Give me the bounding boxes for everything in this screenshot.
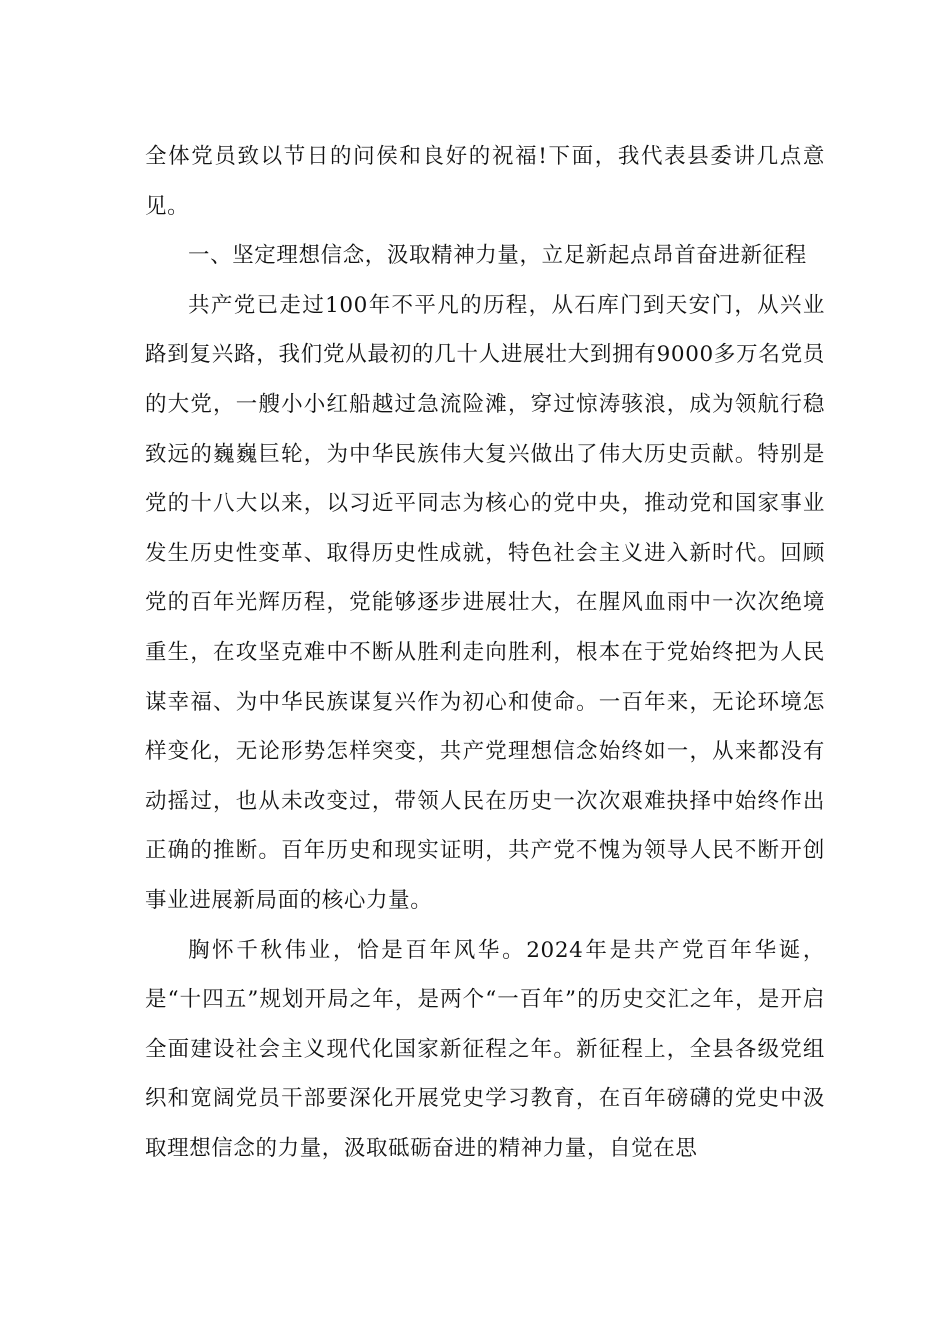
document-body xyxy=(145,132,825,1173)
paragraph-history: 共产党已走过100年不平凡的历程，从石库门到天安门，从兴业路到复兴路，我们党从最初的几十人进展壮大到拥有9000多万名党员的大党，一艘小小红船越过急流险滩，穿过惊涛骇浪，成为领航行稳致远的巍巍巨轮，为中华民族伟大复兴做出了伟大历史贡献。特别是党的十八大以来，以习近平同志为核心的党中央，推动党和国家事业发生历史性变革、取得历史性成就，特色社会主义进入新时代。回顾党的百年光辉历程，党能够逐步进展壮大，在腥风血雨中一次次绝境重生，在攻坚克难中不断从胜利走向胜利，根本在于党始终把为人民谋幸福、为中华民族谋复兴作为初心和使命。一百年来，无论环境怎样变化，无论形势怎样突变，共产党理想信念始终如一，从来都没有动摇过，也从未改变过，带领人民在历史一次次艰难抉择中始终作出正确的推断。百年历史和现实证明，共产党不愧为领导人民不断开创事业进展新局面的核心力量。 xyxy=(145,292,825,913)
paragraph-greeting: 全体党员致以节日的问侯和良好的祝福!下面，我代表县委讲几点意见。 xyxy=(145,144,825,219)
section-heading-1: 一、坚定理想信念，汲取精神力量，立足新起点昂首奋进新征程 xyxy=(188,243,807,269)
paragraph-new-journey: 胸怀千秋伟业，恰是百年风华。2024年是共产党百年华诞，是“十四五”规划开局之年，是两个“一百年”的历史交汇之年，是开启全面建设社会主义现代化国家新征程之年。新征程上，全县各级党组织和宽阔党员干部要深化开展党史学习教育，在百年磅礴的党史中汲取理想信念的力量，汲取砥砺奋进的精神力量，自觉在思 xyxy=(145,937,825,1161)
